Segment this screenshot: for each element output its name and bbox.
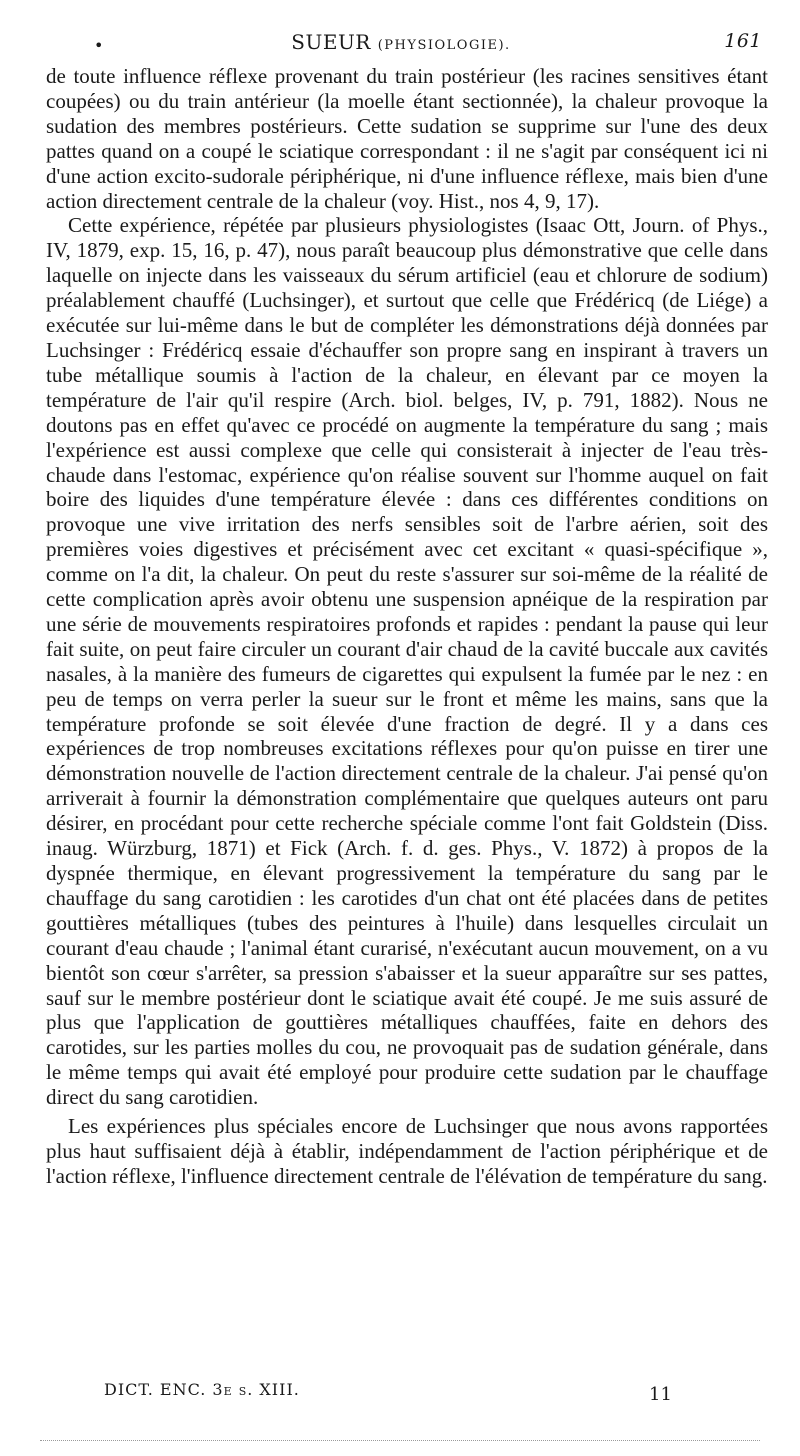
sheet-number: 11 (649, 1384, 672, 1405)
page-number: 161 (724, 30, 762, 52)
running-header (40, 30, 762, 60)
header-title: SUEUR (291, 30, 371, 54)
dictionary-signature: DICT. ENC. 3e s. XIII. (104, 1380, 300, 1399)
paragraph-continuation: de toute influence réflexe provenant du train postérieur (les racines sensitives étant coupées) ou du train antérieur (la moelle étant sectionnée), la chaleur provoque la sudation des membres postérieurs. Cette sudation se supprime sur l'une des deux pattes quand on a coupé le sciatique correspondant : il ne s'agit par conséquent ici ni d'une action excito-sudorale périphérique, ni d'une influence réflexe, mais bien d'une action directement centrale de la chaleur (voy. Hist., nos 4, 9, 17). (46, 64, 768, 213)
paragraph-conclusion: Les expériences plus spéciales encore de Luchsinger que nous avons rapportées plus haut suffisaient déjà à établir, indépendamment de l'action périphérique et de l'action réflexe, l'influence directement centrale de l'élévation de température du sang. (46, 1114, 768, 1188)
paragraph-experiment: Cette expérience, répétée par plusieurs physiologistes (Isaac Ott, Journ. of Phys., IV, 1879, exp. 15, 16, p. 47), nous paraît beaucoup plus démonstrative que celle dans laquelle on injecte dans les vaisseaux du sérum artificiel (eau et chlorure de sodium) préalablement chauffé (Luchsinger), et surtout que celle que Frédéricq (de Liége) a exécutée sur lui-même dans le but de compléter les démonstrations déjà données par Luchsinger : Frédéricq essaie d'échauffer son propre sang en inspirant à travers un tube métallique soumis à l'action de la chaleur, en élevant par ce moyen la température de l'air qu'il respire (Arch. biol. belges, IV, p. 791, 1882). Nous ne doutons pas en effet qu'avec ce procédé on augmente la température du sang ; mais l'expérience est aussi complexe que celle qui consisterait à injecter de l'eau très-chaude dans l'estomac, expérience qu'on réalise souvent sur l'homme auquel on fait boire des liquides d'une température élevée : dans ces différentes conditions on provoque une vive irritation des nerfs sensibles soit de l'arbre aérien, soit des premières voies digestives et précisément avec cet excitant « quasi-spécifique », comme on l'a dit, la chaleur. On peut du reste s'assurer sur soi-même de la réalité de cette complication après avoir obtenu une suspension apnéique de la respiration par une série de mouvements respiratoires profonds et rapides : pendant la pause qui leur fait suite, on peut faire circuler un courant d'air chaud de la cavité buccale aux cavités nasales, à la manière des fumeurs de cigarettes qui expulsent la fumée par le nez : en peu de temps on verra perler la sueur sur le front et même les mains, sans que la température profonde se soit élevée d'une fraction de degré. Il y a dans ces expériences de trop nombreuses excitations réflexes pour qu'on puisse en tirer une démonstration nouvelle de l'action directement centrale de la chaleur. J'ai pensé qu'on arriverait à fournir la démonstration complémentaire que quelques auteurs ont paru désirer, en procédant pour cette recherche spéciale comme l'ont fait Goldstein (Diss. inaug. Würzburg, 1871) et Fick (Arch. f. d. ges. Phys., V. 1872) à propos de la dyspnée thermique, en élevant progressivement la température du sang par le chauffage du sang carotidien : les carotides d'un chat ont été placées dans de petites gouttières métalliques (tubes des peintures à l'huile) dans lesquelles circulait un courant d'eau chaude ; l'animal étant curarisé, n'exécutant aucun mouvement, on a vu bientôt son cœur s'arrêter, sa pression s'abaisser et la sueur apparaître sur ses pattes, sauf sur le membre postérieur dont le sciatique avait été coupé. Je me suis assuré de plus que l'application de gouttières métalliques chauffées, faite en dehors des carotides, sur les parties molles du cou, ne provoquait pas de sudation générale, dans le même temps qui avait été employé pour produire cette sudation par le chauffage direct du sang carotidien. (46, 213, 768, 1110)
printer-mark: • (94, 36, 104, 55)
article-body (46, 64, 768, 1189)
page-footer (104, 1378, 760, 1404)
header-subtitle: (PHYSIOLOGIE). (377, 38, 511, 53)
bottom-rule (40, 1440, 760, 1441)
header-title-block (40, 30, 762, 54)
